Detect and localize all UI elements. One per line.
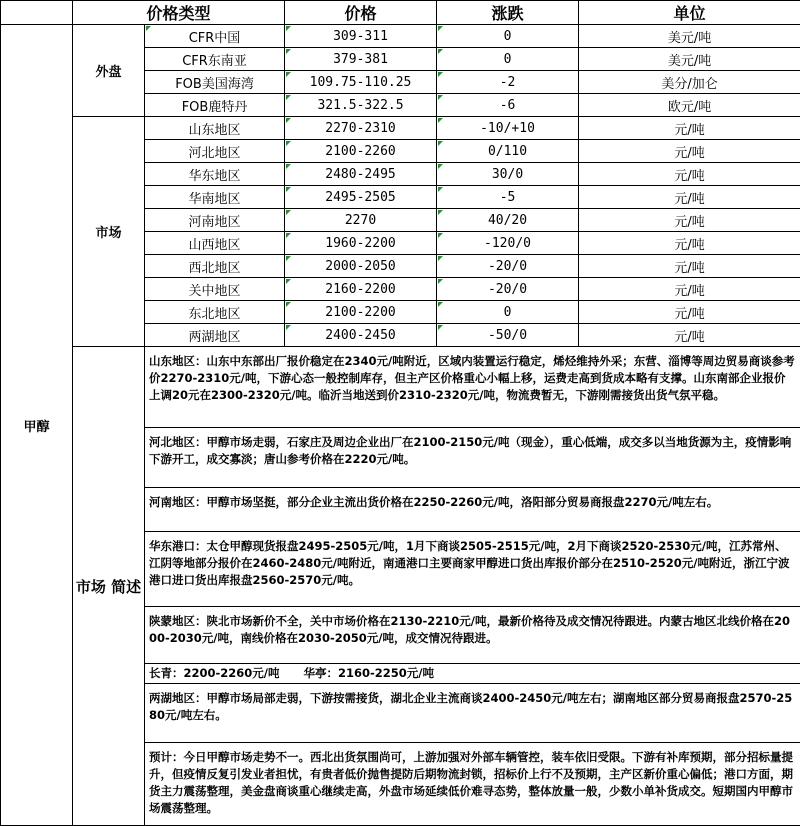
row-name: CFR东南亚 — [145, 48, 285, 71]
row-change: 0 — [437, 25, 579, 48]
row-unit: 元/吨 — [579, 140, 800, 163]
header-type: 价格类型 — [73, 1, 285, 25]
row-unit: 元/吨 — [579, 301, 800, 324]
row-price: 2160-2200 — [285, 278, 437, 301]
row-name: 华东地区 — [145, 163, 285, 186]
row-change: 30/0 — [437, 163, 579, 186]
row-unit: 元/吨 — [579, 324, 800, 347]
summary-text — [145, 347, 800, 825]
row-change: -20/0 — [437, 255, 579, 278]
row-price: 2100-2200 — [285, 301, 437, 324]
summary-paragraph-shaanmeng: 陕蒙地区：陕北市场新价不全，关中市场价格在2130-2210元/吨，最新价格待及成交情况待跟进。内蒙古地区北线价格在2000-2030元/吨，南线价格在2030-2050元/吨，成交情况待跟进。 — [145, 607, 800, 664]
row-unit: 元/吨 — [579, 186, 800, 209]
row-change: 0 — [437, 301, 579, 324]
row-unit: 元/吨 — [579, 209, 800, 232]
summary-label: 市场 简述 — [73, 347, 145, 826]
row-change: -5 — [437, 186, 579, 209]
summary-cell — [145, 347, 800, 826]
row-price: 2270 — [285, 209, 437, 232]
row-unit: 美分/加仑 — [579, 71, 800, 94]
row-name: 山西地区 — [145, 232, 285, 255]
row-change: -50/0 — [437, 324, 579, 347]
header-change: 涨跌 — [437, 1, 579, 25]
row-name: CFR中国 — [145, 25, 285, 48]
header-price: 价格 — [285, 1, 437, 25]
table-row — [1, 117, 800, 140]
row-name: FOB美国海湾 — [145, 71, 285, 94]
row-change: -6 — [437, 94, 579, 117]
row-unit: 美元/吨 — [579, 48, 800, 71]
row-price: 2270-2310 — [285, 117, 437, 140]
row-price: 321.5-322.5 — [285, 94, 437, 117]
summary-paragraph-huadong: 华东港口：太仓甲醇现货报盘2495-2505元/吨，1月下商谈2505-2515元/吨，2月下商谈2520-2530元/吨，江苏常州、江阴等地部分报价在2460-2480元/吨附近，南通港口主要商家甲醇进口货出库报价部分在2510-2520元/吨附近，浙江宁波港口进口货出库报盘2560-2570元/吨。 — [145, 532, 800, 607]
row-change: -10/+10 — [437, 117, 579, 140]
summary-paragraph-shandong: 山东地区：山东中东部出厂报价稳定在2340元/吨附近，区域内装置运行稳定，烯烃维持外采；东营、淄博等周边贸易商谈参考价2270-2310元/吨，下游心态一般控制库存，但主产区价格重心小幅上移，运费走高到货成本略有支撑。山东南部企业报价上调20元在2300-2320元/吨。临沂当地送到价2310-2320元/吨，物流费暂无，下游刚需接货出货气氛平稳。 — [145, 347, 800, 428]
row-price: 379-381 — [285, 48, 437, 71]
row-name: 东北地区 — [145, 301, 285, 324]
summary-paragraph-lianghu: 两湖地区：甲醇市场局部走弱，下游按需接货，湖北企业主流商谈2400-2450元/吨左右；湖南地区部分贸易商报盘2570-2580元/吨左右。 — [145, 684, 800, 743]
row-unit: 欧元/吨 — [579, 94, 800, 117]
row-change: -120/0 — [437, 232, 579, 255]
table-row — [1, 25, 800, 48]
header-unit: 单位 — [579, 1, 800, 25]
row-name: 关中地区 — [145, 278, 285, 301]
row-change: 0 — [437, 48, 579, 71]
table-header-row — [1, 1, 800, 25]
summary-paragraph-forecast: 预计：今日甲醇市场走势不一。西北出货氛围尚可，上游加强对外部车辆管控，装车依旧受限。下游有补库预期，部分招标量提升，但疫情反复引发业者担忧，有贵者低价抛售提防后期物流封锁，招标价上行不及预期，主产区新价重心偏低；港口方面，期货主力震荡整理，美金盘商谈重心继续走高，外盘市场延续低价难寻态势，整体放量一般，少数小单补货成交。短期国内甲醇市场震荡整理。 — [145, 743, 800, 825]
row-unit: 元/吨 — [579, 255, 800, 278]
row-unit: 元/吨 — [579, 232, 800, 255]
row-price: 2495-2505 — [285, 186, 437, 209]
row-unit: 元/吨 — [579, 278, 800, 301]
row-name: 河南地区 — [145, 209, 285, 232]
row-price: 2000-2050 — [285, 255, 437, 278]
row-price: 2480-2495 — [285, 163, 437, 186]
outer-label: 外盘 — [73, 25, 145, 117]
summary-paragraph-hebei: 河北地区：甲醇市场走弱，石家庄及周边企业出厂在2100-2150元/吨（现金），重心低端，成交多以当地货源为主，疫情影响下游开工，成交寡淡；唐山参考价格在2220元/吨。 — [145, 428, 800, 488]
row-name: 山东地区 — [145, 117, 285, 140]
row-name: FOB鹿特丹 — [145, 94, 285, 117]
summary-paragraph-henan: 河南地区：甲醇市场坚挺，部分企业主流出货价格在2250-2260元/吨，洛阳部分贸易商报盘2270元/吨左右。 — [145, 488, 800, 532]
row-change: 40/20 — [437, 209, 579, 232]
row-price: 309-311 — [285, 25, 437, 48]
row-price: 2400-2450 — [285, 324, 437, 347]
product-name: 甲醇 — [1, 25, 73, 826]
row-unit: 元/吨 — [579, 163, 800, 186]
row-name: 两湖地区 — [145, 324, 285, 347]
header-blank-cell — [1, 1, 73, 25]
row-change: -2 — [437, 71, 579, 94]
row-name: 华南地区 — [145, 186, 285, 209]
row-name: 河北地区 — [145, 140, 285, 163]
row-name: 西北地区 — [145, 255, 285, 278]
summary-row — [1, 347, 800, 826]
market-label: 市场 — [73, 117, 145, 347]
row-unit: 美元/吨 — [579, 25, 800, 48]
row-change: 0/110 — [437, 140, 579, 163]
row-unit: 元/吨 — [579, 117, 800, 140]
summary-paragraph-changqing: 长青：2200-2260元/吨 华亭：2160-2250元/吨 — [145, 664, 800, 684]
row-change: -20/0 — [437, 278, 579, 301]
row-price: 2100-2260 — [285, 140, 437, 163]
row-price: 109.75-110.25 — [285, 71, 437, 94]
row-price: 1960-2200 — [285, 232, 437, 255]
